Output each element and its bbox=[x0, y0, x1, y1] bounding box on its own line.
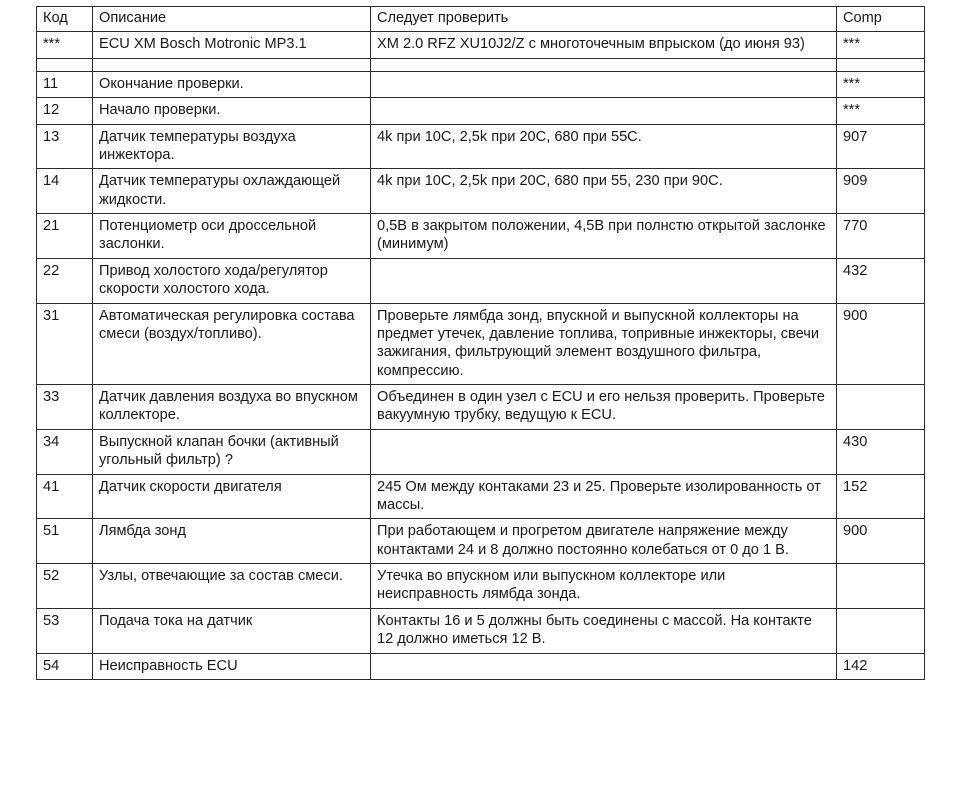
cell-check: XM 2.0 RFZ XU10J2/Z с многоточечным впрыском (до июня 93) bbox=[371, 32, 837, 58]
column-header-description: Описание bbox=[93, 7, 371, 32]
table-row bbox=[37, 214, 925, 259]
cell-comp: 900 bbox=[837, 303, 925, 385]
cell-code: *** bbox=[37, 32, 93, 58]
cell-comp: 152 bbox=[837, 474, 925, 519]
table-row bbox=[37, 564, 925, 609]
cell-comp: 142 bbox=[837, 653, 925, 679]
cell-comp: 770 bbox=[837, 214, 925, 259]
cell-comp: 909 bbox=[837, 169, 925, 214]
table-row bbox=[37, 169, 925, 214]
cell-check: При работающем и прогретом двигателе напряжение между контактами 24 и 8 должно постоянно колебаться от 0 до 1 В. bbox=[371, 519, 837, 564]
cell-description: Датчик скорости двигателя bbox=[93, 474, 371, 519]
table-spacer-row bbox=[37, 58, 925, 71]
cell-comp bbox=[837, 564, 925, 609]
cell-check: 245 Ом между контаками 23 и 25. Проверьте изолированность от массы. bbox=[371, 474, 837, 519]
cell-comp: 907 bbox=[837, 124, 925, 169]
cell-comp: 432 bbox=[837, 258, 925, 303]
cell-check bbox=[371, 258, 837, 303]
cell-description: Подача тока на датчик bbox=[93, 608, 371, 653]
cell-code: 11 bbox=[37, 71, 93, 97]
cell-check bbox=[371, 653, 837, 679]
column-header-comp: Comp bbox=[837, 7, 925, 32]
cell-code: 21 bbox=[37, 214, 93, 259]
table-header-row bbox=[37, 7, 925, 32]
cell-code: 41 bbox=[37, 474, 93, 519]
table-body bbox=[37, 32, 925, 680]
cell-check bbox=[371, 429, 837, 474]
cell-check: Объединен в один узел с ECU и его нельзя проверить. Проверьте вакуумную трубку, ведущую к ECU. bbox=[371, 385, 837, 430]
cell-code: 52 bbox=[37, 564, 93, 609]
cell-comp: *** bbox=[837, 71, 925, 97]
cell-code: 54 bbox=[37, 653, 93, 679]
cell-description: Датчик температуры охлаждающей жидкости. bbox=[93, 169, 371, 214]
cell-code: 33 bbox=[37, 385, 93, 430]
cell-comp bbox=[837, 608, 925, 653]
cell-code: 13 bbox=[37, 124, 93, 169]
cell-check bbox=[371, 71, 837, 97]
table-spacer-cell bbox=[371, 58, 837, 71]
cell-code: 12 bbox=[37, 98, 93, 124]
diagnostic-codes-table bbox=[36, 6, 925, 680]
table-row bbox=[37, 98, 925, 124]
cell-description: Автоматическая регулировка состава смеси (воздух/топливо). bbox=[93, 303, 371, 385]
cell-description: Начало проверки. bbox=[93, 98, 371, 124]
table-row bbox=[37, 32, 925, 58]
table-row bbox=[37, 429, 925, 474]
cell-code: 14 bbox=[37, 169, 93, 214]
cell-description: Неисправность ECU bbox=[93, 653, 371, 679]
cell-description: Лямбда зонд bbox=[93, 519, 371, 564]
cell-description: Привод холостого хода/регулятор скорости холостого хода. bbox=[93, 258, 371, 303]
table-header bbox=[37, 7, 925, 32]
cell-code: 31 bbox=[37, 303, 93, 385]
cell-description: Потенциометр оси дроссельной заслонки. bbox=[93, 214, 371, 259]
cell-comp: 430 bbox=[837, 429, 925, 474]
cell-check: Утечка во впускном или выпускном коллекторе или неисправность лямбда зонда. bbox=[371, 564, 837, 609]
cell-description: Узлы, отвечающие за состав смеси. bbox=[93, 564, 371, 609]
cell-description: ECU XM Bosch Motronic MP3.1 bbox=[93, 32, 371, 58]
column-header-check: Следует проверить bbox=[371, 7, 837, 32]
cell-comp: *** bbox=[837, 32, 925, 58]
cell-code: 53 bbox=[37, 608, 93, 653]
table-row bbox=[37, 608, 925, 653]
table-row bbox=[37, 474, 925, 519]
table-row bbox=[37, 385, 925, 430]
cell-description: Выпускной клапан бочки (активный угольный фильтр) ? bbox=[93, 429, 371, 474]
cell-comp: 900 bbox=[837, 519, 925, 564]
column-header-code: Код bbox=[37, 7, 93, 32]
cell-comp: *** bbox=[837, 98, 925, 124]
cell-code: 51 bbox=[37, 519, 93, 564]
cell-description: Датчик температуры воздуха инжектора. bbox=[93, 124, 371, 169]
table-row bbox=[37, 653, 925, 679]
cell-check: Контакты 16 и 5 должны быть соединены с массой. На контакте 12 должно иметься 12 В. bbox=[371, 608, 837, 653]
table-row bbox=[37, 71, 925, 97]
cell-check bbox=[371, 98, 837, 124]
table-row bbox=[37, 124, 925, 169]
table-spacer-cell bbox=[837, 58, 925, 71]
cell-check: 4k при 10С, 2,5k при 20С, 680 при 55, 230 при 90С. bbox=[371, 169, 837, 214]
cell-description: Датчик давления воздуха во впускном коллекторе. bbox=[93, 385, 371, 430]
cell-check: 4k при 10С, 2,5k при 20С, 680 при 55С. bbox=[371, 124, 837, 169]
table-spacer-cell bbox=[37, 58, 93, 71]
cell-check: 0,5В в закрытом положении, 4,5В при полнстю открытой заслонке (минимум) bbox=[371, 214, 837, 259]
cell-code: 22 bbox=[37, 258, 93, 303]
table-row bbox=[37, 303, 925, 385]
cell-check: Проверьте лямбда зонд, впускной и выпускной коллекторы на предмет утечек, давление топлива, топривные инжекторы, свечи зажигания, фильтрующий элемент воздушного фильтра, компрессию. bbox=[371, 303, 837, 385]
table-spacer-cell bbox=[93, 58, 371, 71]
cell-description: Окончание проверки. bbox=[93, 71, 371, 97]
cell-code: 34 bbox=[37, 429, 93, 474]
table-row bbox=[37, 519, 925, 564]
table-row bbox=[37, 258, 925, 303]
cell-comp bbox=[837, 385, 925, 430]
